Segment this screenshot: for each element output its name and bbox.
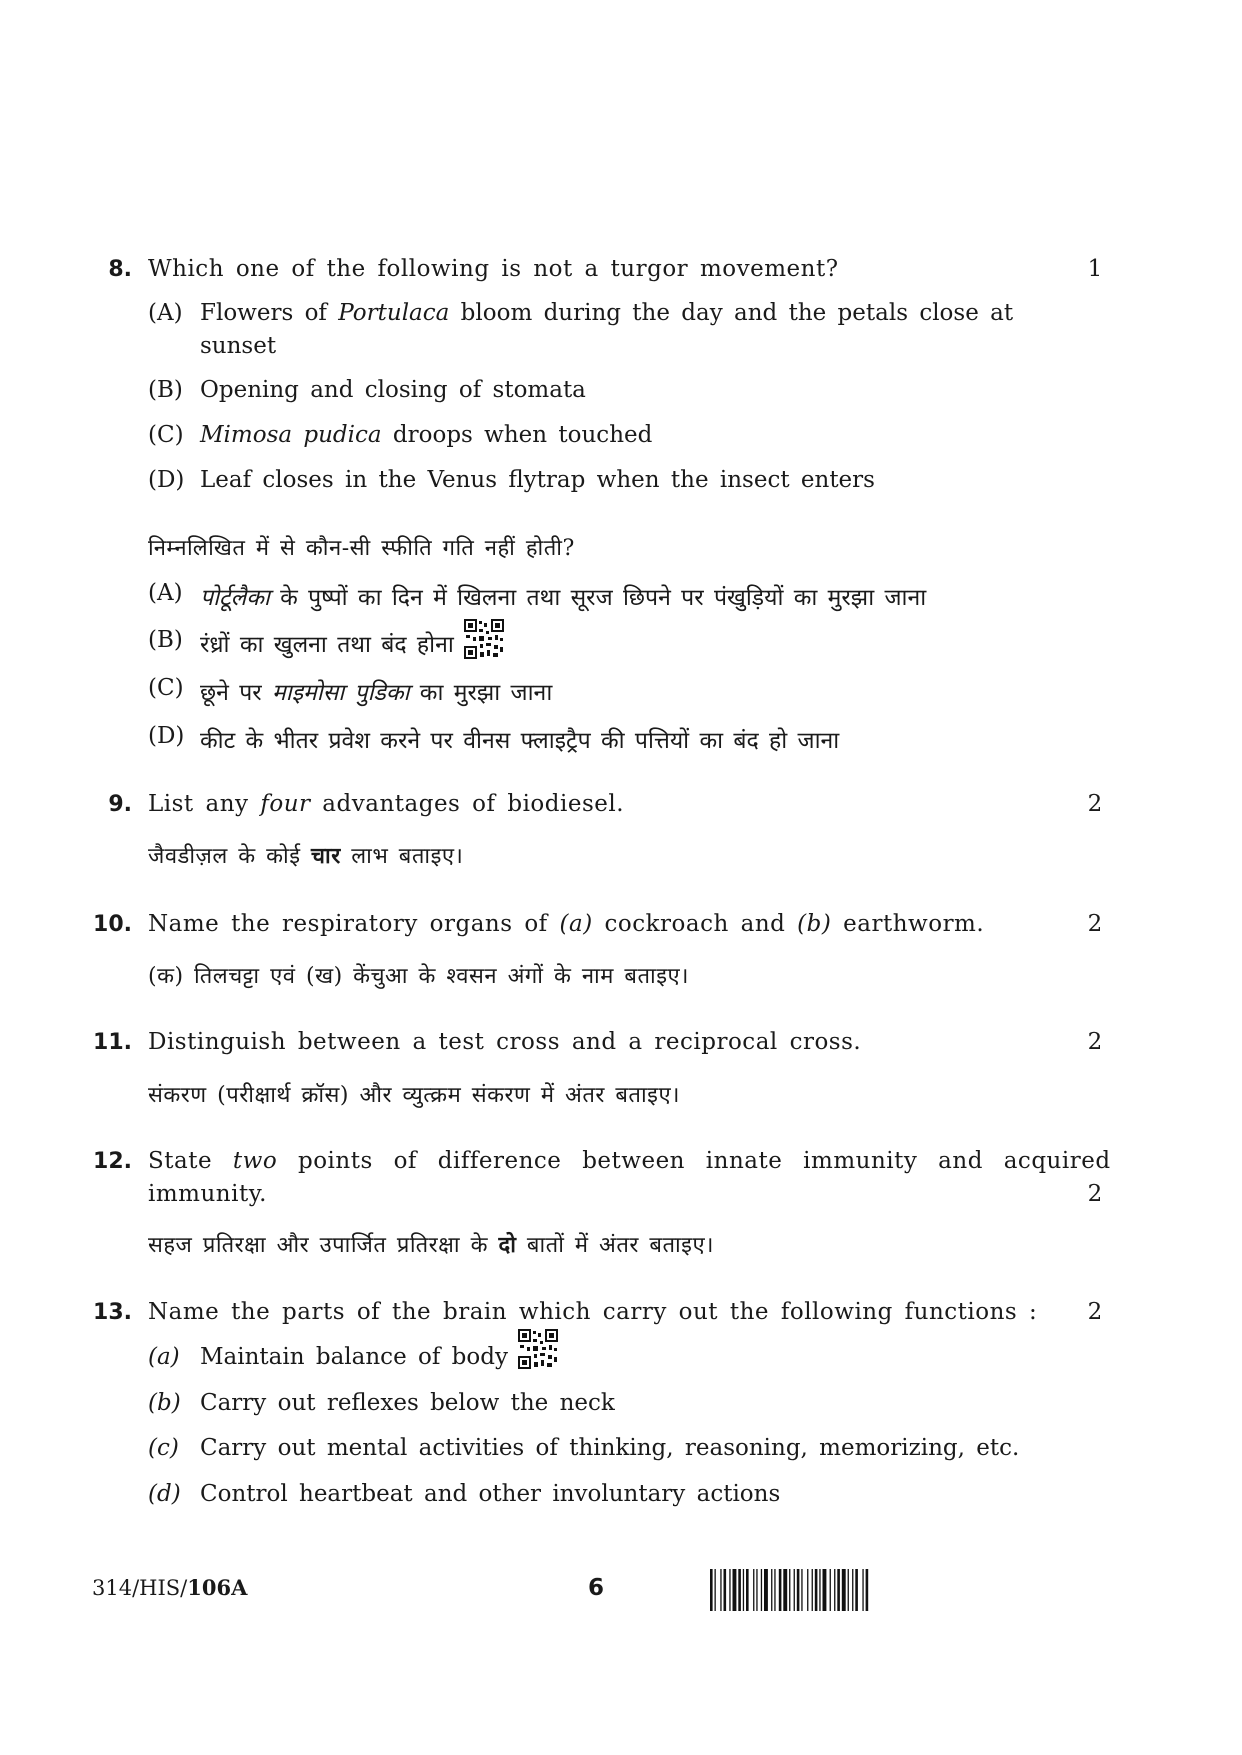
option-text: Maintain balance of body — [200, 1344, 558, 1370]
option-text: छूने पर माइमोसा पुडिका का मुरझा जाना — [200, 680, 553, 706]
barcode-icon — [710, 1569, 990, 1611]
option-label: (B) — [148, 377, 183, 403]
question-text-en: Which one of the following is not a turgor movement? — [148, 256, 839, 282]
qr-code-icon — [464, 619, 504, 659]
option-label: (C) — [148, 675, 184, 701]
paper-code: 314/HIS/106A — [92, 1575, 248, 1600]
question-number: 11. — [93, 1030, 132, 1055]
question-number: 12. — [93, 1149, 132, 1174]
question-marks: 2 — [1087, 791, 1103, 817]
option-text-cont: sunset — [200, 333, 277, 359]
question-text-hi: संकरण (परीक्षार्थ क्रॉस) और व्युत्क्रम संकरण में अंतर बताइए। — [148, 1083, 680, 1108]
question-text-en: Name the respiratory organs of (a) cockroach and (b) earthworm. — [148, 911, 985, 937]
option-text: Flowers of Portulaca bloom during the day and the petals close at — [200, 300, 1014, 326]
question-marks: 1 — [1087, 256, 1103, 282]
question-number: 10. — [93, 912, 132, 937]
page-number: 6 — [588, 1575, 605, 1601]
option-label: (A) — [148, 300, 183, 326]
option-label: (B) — [148, 627, 183, 653]
question-marks: 2 — [1087, 1181, 1103, 1207]
option-text: कीट के भीतर प्रवेश करने पर वीनस फ्लाइट्रैप की पत्तियों का बंद हो जाना — [200, 728, 840, 754]
question-text-en: Name the parts of the brain which carry out the following functions : — [148, 1299, 1038, 1325]
question-text-hi: सहज प्रतिरक्षा और उपार्जित प्रतिरक्षा के दो बातों में अंतर बताइए। — [148, 1232, 714, 1258]
option-label: (C) — [148, 422, 184, 448]
option-text: पोर्टूलैका के पुष्पों का दिन में खिलना तथा सूरज छिपने पर पंखुड़ियों का मुरझा जाना — [200, 585, 927, 611]
question-marks: 2 — [1087, 1299, 1103, 1325]
option-text: Mimosa pudica droops when touched — [200, 422, 653, 448]
option-text: Carry out reflexes below the neck — [200, 1390, 615, 1416]
question-text-en: List any four advantages of biodiesel. — [148, 791, 625, 817]
option-text: रंध्रों का खुलना तथा बंद होना — [200, 627, 504, 659]
question-marks: 2 — [1087, 911, 1103, 937]
question-number: 9. — [108, 792, 132, 817]
option-label: (a) — [148, 1344, 180, 1370]
option-text: Opening and closing of stomata — [200, 377, 586, 403]
option-label: (d) — [148, 1481, 181, 1507]
option-text: Control heartbeat and other involuntary actions — [200, 1481, 781, 1507]
option-text: Carry out mental activities of thinking, reasoning, memorizing, etc. — [200, 1435, 1020, 1461]
question-text-en: Distinguish between a test cross and a reciprocal cross. — [148, 1029, 862, 1055]
question-text-hi: निम्नलिखित में से कौन-सी स्फीति गति नहीं होती? — [148, 536, 575, 561]
option-text: Leaf closes in the Venus flytrap when the insect enters — [200, 467, 875, 493]
question-text-hi: (क) तिलचट्टा एवं (ख) केंचुआ के श्वसन अंगों के नाम बताइए। — [148, 964, 690, 989]
option-label: (c) — [148, 1435, 179, 1461]
option-label: (D) — [148, 723, 185, 749]
qr-code-icon — [518, 1329, 558, 1369]
option-label: (A) — [148, 580, 183, 606]
option-label: (D) — [148, 467, 185, 493]
question-text-en: State two points of difference between innate immunity and acquired — [148, 1148, 1111, 1174]
question-marks: 2 — [1087, 1029, 1103, 1055]
question-number: 13. — [93, 1300, 132, 1325]
question-text-hi: जैवडीज़ल के कोई चार लाभ बताइए। — [148, 843, 464, 869]
question-text-en-line2: immunity. — [148, 1181, 267, 1207]
question-number: 8. — [108, 257, 132, 282]
option-label: (b) — [148, 1390, 181, 1416]
